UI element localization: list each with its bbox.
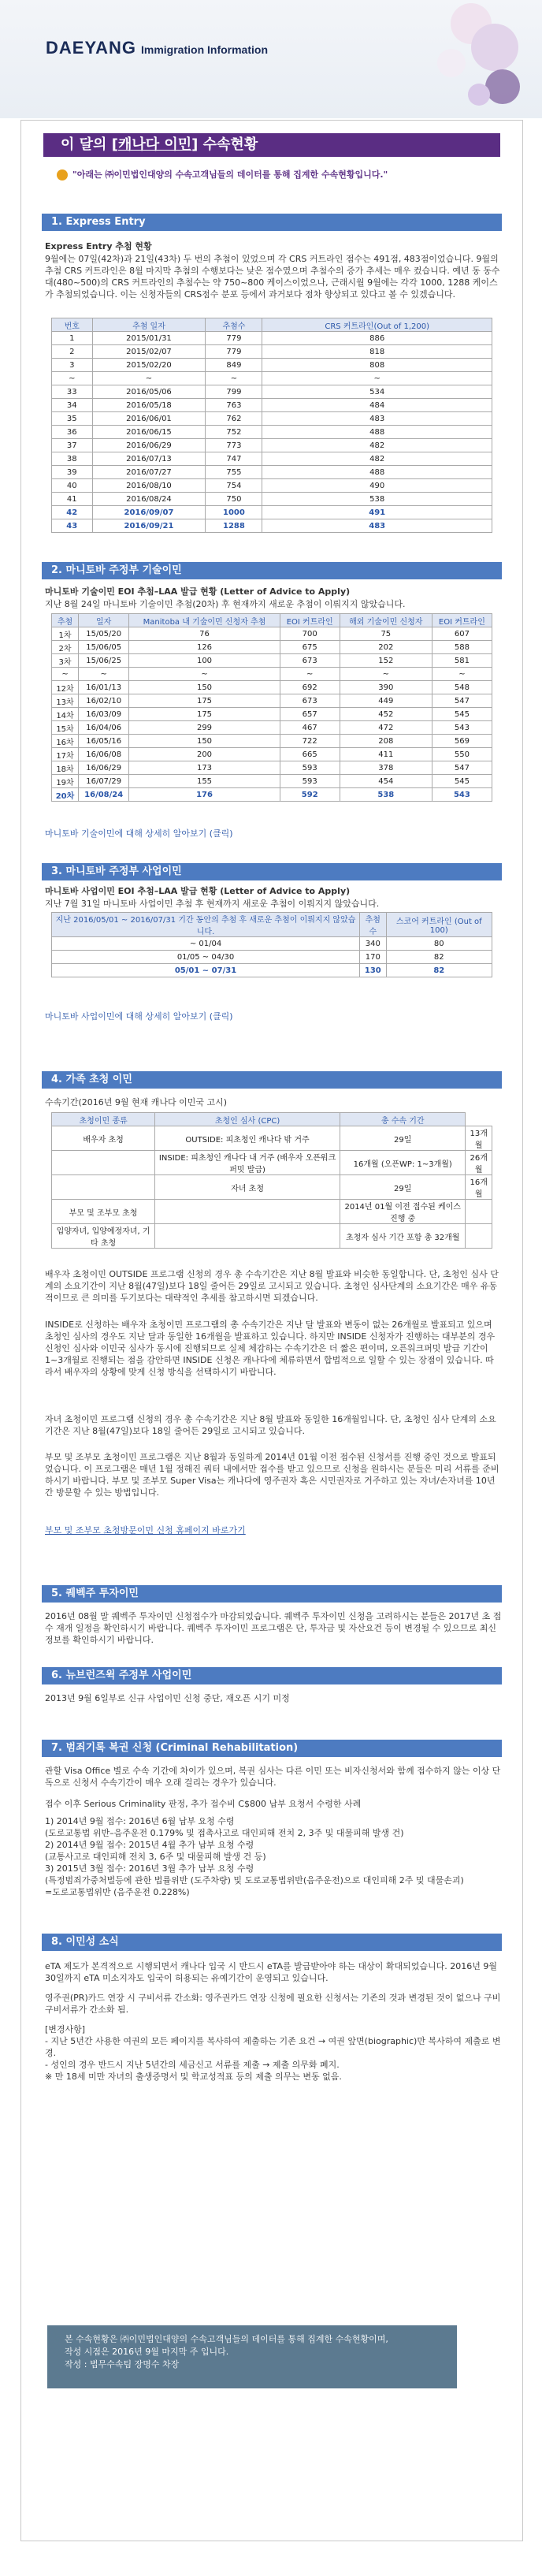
table-cell: ~ [280, 668, 340, 681]
table-cell: 747 [206, 452, 262, 466]
table-cell: 818 [262, 345, 492, 359]
table-row [52, 788, 492, 802]
table-cell: 673 [280, 654, 340, 668]
table-row [52, 506, 492, 519]
s7-item: =도로교통법위반 (음주운전 0.228%) [45, 1887, 190, 1897]
footer-line: 작성 : 법무수속팀 장명수 차장 [65, 2359, 180, 2369]
table-cell: 16/06/29 [79, 761, 129, 775]
table-cell: 2016/06/15 [92, 426, 206, 439]
column-header: 초청이민 종류 [52, 1113, 155, 1126]
table-cell: 2 [52, 345, 93, 359]
column-header: EOI 커트라인 [432, 614, 492, 627]
table-cell: 454 [340, 775, 432, 788]
table-cell: 538 [262, 493, 492, 506]
table-row [52, 385, 492, 399]
table-cell [52, 1175, 155, 1200]
s7-item: (도로교통법 위반–음주운전 0.179% 및 접촉사고로 대인피해 전치 2, 3주 및 대물피해 발생 건) [45, 1828, 404, 1838]
column-header: EOI 커트라인 [280, 614, 340, 627]
table-row [52, 399, 492, 412]
table-cell: 299 [129, 721, 280, 735]
table-row [52, 708, 492, 721]
table-cell: 13차 [52, 694, 79, 708]
s7-item: (특정범죄가중처벌등에 관한 법률위반 (도주차량) 및 도로교통법위반(음주운전)으로 대인피해 2주 및 대물손괴) [45, 1875, 464, 1885]
table-cell: 43 [52, 519, 93, 533]
table-cell: 490 [262, 479, 492, 493]
table-cell: OUTSIDE: 피초청인 캐나다 밖 거주 [155, 1126, 340, 1151]
content-frame [20, 120, 523, 2541]
s2-heading: 마니토바 기술이민 EOI 추첨–LAA 발급 현황 (Letter of Advice to Apply) [45, 586, 351, 597]
parents-sponsorship-link[interactable]: 부모 및 조부모 초청방문이민 신청 홈페이지 바로가기 [45, 1525, 246, 1536]
section-quebec-investor: 5. 퀘벡주 투자이민 [42, 1585, 502, 1603]
table-cell: 1288 [206, 519, 262, 533]
table-cell [466, 1200, 492, 1224]
table-cell: 799 [206, 385, 262, 399]
header [0, 0, 542, 118]
table-cell: 482 [262, 452, 492, 466]
express-entry-table [51, 318, 492, 533]
section-manitoba-skilled: 2. 마니토바 주정부 기술이민 [42, 562, 502, 579]
table-cell: 16/06/08 [79, 748, 129, 761]
table-cell: 2016/08/10 [92, 479, 206, 493]
table-cell: ~ 01/04 [52, 937, 360, 951]
table-cell: 452 [340, 708, 432, 721]
table-cell: 38 [52, 452, 93, 466]
table-row [52, 964, 492, 977]
table-cell: 126 [129, 641, 280, 654]
table-cell: 170 [360, 951, 387, 964]
table-cell: 390 [340, 681, 432, 694]
table-row [52, 426, 492, 439]
manitoba-business-link[interactable]: 마니토바 사업이민에 대해 상세히 알아보기 (클릭) [45, 1011, 233, 1022]
table-row [52, 668, 492, 681]
intro-text: "아래는 ㈜이민법인대양의 수속고객님들의 데이터를 통해 집계한 수속현황입니다." [72, 169, 388, 180]
intro-note [57, 168, 388, 181]
table-cell: 550 [432, 748, 492, 761]
column-header: 일자 [79, 614, 129, 627]
table-row [52, 493, 492, 506]
column-header: 해외 기술이민 신청자 [340, 614, 432, 627]
table-cell: 543 [432, 788, 492, 802]
table-cell: INSIDE: 피초청인 캐나다 내 거주 (배우자 오픈워크퍼밋 발급) [155, 1151, 340, 1175]
s8-item: ※ 만 18세 미만 자녀의 출생증명서 및 학교성적표 등의 제출 의무는 변동 없음. [45, 2072, 342, 2082]
s4-paragraph-3: 자녀 초청이민 프로그램 신청의 경우 총 수속기간은 지난 8월 발표와 동일한 16개월입니다. 단, 초청인 심사 단계의 소요기간은 지난 8월(47일)보다 18일 줄어든 29일로 고시되고 있습니다. [45, 1414, 496, 1436]
flower-decoration [377, 0, 526, 118]
table-cell [52, 1151, 155, 1175]
table-cell: ~ [262, 372, 492, 385]
table-cell: 491 [262, 506, 492, 519]
table-cell: 15/05/20 [79, 627, 129, 641]
table-cell: 80 [386, 937, 492, 951]
table-cell: 484 [262, 399, 492, 412]
table-row [52, 1175, 492, 1200]
table-cell: 29일 [340, 1175, 466, 1200]
s7-item: 1) 2014년 9월 접수: 2016년 6월 납부 요청 수령 [45, 1816, 235, 1826]
table-cell: 16/03/09 [79, 708, 129, 721]
table-cell: 20차 [52, 788, 79, 802]
table-cell: 75 [340, 627, 432, 641]
title-prefix: 이 달의 [ [61, 136, 118, 153]
column-header: 지난 2016/05/01 ~ 2016/07/31 기간 동안의 추첨 후 새로운 추첨이 이뤄지지 않았습니다. [52, 913, 360, 937]
table-cell: 14차 [52, 708, 79, 721]
table-cell: 588 [432, 641, 492, 654]
table-cell: 593 [280, 775, 340, 788]
table-cell: 779 [206, 345, 262, 359]
table-cell: 538 [340, 788, 432, 802]
table-cell: 40 [52, 479, 93, 493]
table-cell: 2015/02/07 [92, 345, 206, 359]
table-cell: 초청자 심사 기간 포함 총 32개월 [340, 1224, 466, 1249]
table-cell: 545 [432, 775, 492, 788]
s7-item: (교통사고로 대인피해 전치 3, 6주 및 대물피해 발생 건 등) [45, 1852, 266, 1862]
table-cell: 378 [340, 761, 432, 775]
table-row [52, 775, 492, 788]
table-cell: 488 [262, 466, 492, 479]
table-cell: 472 [340, 721, 432, 735]
table-cell: 692 [280, 681, 340, 694]
table-cell: 16차 [52, 735, 79, 748]
footer-line: 본 수속현황은 ㈜이민법인대양의 수속고객님들의 데이터를 통해 집계한 수속현황이며, [65, 2334, 388, 2344]
table-cell: 665 [280, 748, 340, 761]
table-row [52, 1224, 492, 1249]
table-cell: 1000 [206, 506, 262, 519]
table-cell: 2016/05/18 [92, 399, 206, 412]
s2-paragraph: 지난 8월 24일 마니토바 기술이민 추첨(20차) 후 현재까지 새로운 추첨이 이뤄지지 않았습니다. [45, 599, 406, 609]
column-header: 총 수속 기간 [340, 1113, 466, 1126]
table-cell: 592 [280, 788, 340, 802]
table-row [52, 654, 492, 668]
table-cell: 130 [360, 964, 387, 977]
table-row [52, 641, 492, 654]
table-cell: 37 [52, 439, 93, 452]
family-sponsorship-table [51, 1112, 492, 1249]
table-cell: 593 [280, 761, 340, 775]
table-cell: 755 [206, 466, 262, 479]
table-cell: 150 [129, 735, 280, 748]
table-cell: 200 [129, 748, 280, 761]
table-cell: 808 [262, 359, 492, 372]
table-cell: 488 [262, 426, 492, 439]
table-row [52, 681, 492, 694]
s8-list [45, 2023, 502, 2083]
table-cell: 2016/09/21 [92, 519, 206, 533]
table-cell: 607 [432, 627, 492, 641]
table-row [52, 359, 492, 372]
s1-paragraph: 9월에는 07일(42차)과 21일(43차) 두 번의 추첨이 있었으며 각 CRS 커트라인 점수는 491점, 483점이었습니다. 9월의 추첨 CRS 커트라인은 8월 마지막 추첨의 수행보다는 낮은 점수였으며 추첨수의 증가 추세는 매우 컸습니다. 예년 동 동수대(480~500)의 CRS 커트라인의 추첨수는 약 750~800 케이스이었으나, 근래시월 9월에는 각각 1000, 1288 케이스가 추첨되었습니다. 이는 신청자들의 CRS점수 분포 등에서 과거보다 점차 향상되고 있다고 볼 수 있겠습니다. [45, 254, 500, 300]
table-cell: 886 [262, 332, 492, 345]
column-header: 추첨 [52, 614, 79, 627]
table-row [52, 735, 492, 748]
table-cell: 18차 [52, 761, 79, 775]
table-row [52, 332, 492, 345]
s3-paragraph: 지난 7월 31일 마니토바 사업이민 추첨 후 현재까지 새로운 추첨이 이뤄지지 않았습니다. [45, 899, 380, 909]
table-row [52, 519, 492, 533]
table-cell: 534 [262, 385, 492, 399]
table-row [52, 1200, 492, 1224]
table-row [52, 439, 492, 452]
table-cell: 581 [432, 654, 492, 668]
table-cell: 449 [340, 694, 432, 708]
table-cell: 547 [432, 694, 492, 708]
table-cell: 2015/01/31 [92, 332, 206, 345]
s7-paragraph-1: 관할 Visa Office 별로 수속 기간에 차이가 있으며, 복권 심사는 다른 이민 또는 비자신청서와 함께 접수하지 않는 이상 단독으로 신청서 수속기간이 매우 오래 걸리는 경우가 있습니다. [45, 1766, 501, 1788]
table-cell: 175 [129, 708, 280, 721]
table-cell: 175 [129, 694, 280, 708]
table-cell: 152 [340, 654, 432, 668]
manitoba-business-table [51, 912, 492, 977]
s1-heading: Express Entry 추첨 현황 [45, 241, 152, 251]
table-cell: 700 [280, 627, 340, 641]
s8-paragraph-1: eTA 제도가 본격적으로 시행되면서 캐나다 입국 시 반드시 eTA를 발급받아야 하는 대상이 확대되었습니다. 2016년 9월 30일까지 eTA 미소지자도 입국이 허용되는 유예기간이 운영되고 있습니다. [45, 1961, 498, 1983]
table-header-row [52, 318, 492, 332]
table-cell: 773 [206, 439, 262, 452]
table-cell: 762 [206, 412, 262, 426]
table-cell: 82 [386, 951, 492, 964]
table-cell: 340 [360, 937, 387, 951]
s6-paragraph: 2013년 9월 6일부로 신규 사업이민 신청 중단, 재오픈 시기 미정 [45, 1693, 290, 1703]
table-row [52, 951, 492, 964]
table-row [52, 466, 492, 479]
table-cell: 29일 [340, 1126, 466, 1151]
s8-item: - 성인의 경우 반드시 지난 5년간의 세금신고 서류를 제출 → 제출 의무화 폐지. [45, 2060, 340, 2070]
table-cell: 42 [52, 506, 93, 519]
table-cell: 3 [52, 359, 93, 372]
s5-paragraph: 2016년 08월 말 퀘벡주 투자이민 신청접수가 마감되었습니다. 퀘벡주 투자이민 신청을 고려하시는 분들은 2017년 초 접수 재개 일정을 확인하시기 바랍니다. 퀘벡주 투자이민 프로그램은 단, 투자금 및 자산요건 등이 변경될 수 있으므로 최신 정보를 확인하시기 바랍니다. [45, 1611, 502, 1645]
s4-paragraph-2: INSIDE로 신청하는 배우자 초청이민 프로그램의 총 수속기간은 지난 달 발표와 변동이 없는 26개월로 발표되고 있으며 초청인 심사의 경우도 지난 달과 동일한 16개월을 발표하고 있습니다. 하지만 INSIDE 신청자가 진행하는 대부분의 경우 신청인 심사와 이민국 심사가 동시에 진행되므로 실제 체감하는 수속기간은 더 짧은 편이며, 오픈워크퍼밋 발급 기간이 1~3개월로 진행되는 점을 감안하면 INSIDE 신청은 캐나다에 체류하면서 합법적으로 일할 수 있는 장점이 있습니다. 따라서 배우자의 상황에 맞게 신청 방식을 선택하시기 바랍니다. [45, 1320, 496, 1377]
table-cell: 2014년 01월 이전 접수된 케이스 진행 중 [340, 1200, 466, 1224]
table-cell: 208 [340, 735, 432, 748]
table-cell: 752 [206, 426, 262, 439]
table-cell: 17차 [52, 748, 79, 761]
table-cell: 35 [52, 412, 93, 426]
table-cell [155, 1200, 340, 1224]
column-header: 스코어 커트라인 (Out of 100) [386, 913, 492, 937]
table-cell: 16/04/06 [79, 721, 129, 735]
table-cell: 16/07/29 [79, 775, 129, 788]
s4-paragraph-4: 부모 및 조부모 초청이민 프로그램은 지난 8월과 동일하게 2014년 01월 이전 접수된 신청서를 진행 중인 것으로 발표되었습니다. 이 프로그램은 매년 1월 정해진 쿼터 내에서만 접수를 받고 있으므로 신청을 원하시는 분들은 미리 서류를 준비하시기 바랍니다. 부모 및 조부모 Super Visa는 캐나다에 영주권자 혹은 시민권자로 거주하고 있는 자녀/손자녀를 10년간 방문할 수 있는 방법입니다. [45, 1452, 499, 1498]
table-cell: 19차 [52, 775, 79, 788]
table-cell: 482 [262, 439, 492, 452]
section-immigration-news: 8. 이민성 소식 [42, 1934, 502, 1951]
title-suffix: ] 수속현황 [191, 136, 258, 153]
table-cell: 2015/02/20 [92, 359, 206, 372]
table-cell: ~ [79, 668, 129, 681]
table-cell: 76 [129, 627, 280, 641]
s7-item: 2) 2014년 9월 접수: 2015년 4월 추가 납부 요청 수령 [45, 1840, 254, 1850]
s8-item: - 지난 5년간 사용한 여권의 모든 페이지를 복사하여 제출하는 기존 요건 → 여권 앞면(biographic)만 복사하여 제출로 변경. [45, 2036, 501, 2058]
table-row [52, 1126, 492, 1151]
table-cell: 483 [262, 412, 492, 426]
table-cell: 657 [280, 708, 340, 721]
table-header-row [52, 614, 492, 627]
table-cell: 569 [432, 735, 492, 748]
section-express-entry: 1. Express Entry [42, 214, 502, 231]
manitoba-skilled-table [51, 613, 492, 802]
column-header: 추첨 일자 [92, 318, 206, 332]
table-cell: 763 [206, 399, 262, 412]
section-new-brunswick: 6. 뉴브런즈윅 주정부 사업이민 [42, 1667, 502, 1684]
table-row [52, 937, 492, 951]
table-row [52, 694, 492, 708]
s7-item: 3) 2015년 3월 접수: 2016년 3월 추가 납부 요청 수령 [45, 1863, 254, 1874]
table-header-row [52, 1113, 492, 1126]
table-cell: 배우자 초청 [52, 1126, 155, 1151]
section-manitoba-business: 3. 마니토바 주정부 사업이민 [42, 863, 502, 880]
table-cell: 13개월 [466, 1126, 492, 1151]
table-cell: ~ [92, 372, 206, 385]
column-header: 번호 [52, 318, 93, 332]
table-cell: 779 [206, 332, 262, 345]
table-row [52, 345, 492, 359]
table-cell: 자녀 초청 [155, 1175, 340, 1200]
table-row [52, 1151, 492, 1175]
table-cell: 2016/05/06 [92, 385, 206, 399]
table-cell: 1 [52, 332, 93, 345]
s3-heading: 마니토바 사업이민 EOI 추첨–LAA 발급 현황 (Letter of Advice to Apply) [45, 886, 351, 896]
table-cell: 675 [280, 641, 340, 654]
table-cell: 16개월 [466, 1175, 492, 1200]
table-cell: ~ [206, 372, 262, 385]
table-cell: 15차 [52, 721, 79, 735]
column-header: CRS 커트라인(Out of 1,200) [262, 318, 492, 332]
brand-subtitle: Immigration Information [141, 43, 268, 56]
table-row [52, 372, 492, 385]
table-row [52, 721, 492, 735]
column-header: Manitoba 내 기술이민 신청자 추첨 [129, 614, 280, 627]
table-cell: 39 [52, 466, 93, 479]
s8-paragraph-2: 영주권(PR)카드 연장 시 구비서류 간소화: 영주권카드 연장 신청에 필요한 신청서는 기존의 것과 변경된 것이 없으나 구비 구비서류가 간소화 됨. [45, 1993, 501, 2015]
table-cell: 16개월 (오픈WP: 1~3개월) [340, 1151, 466, 1175]
table-cell: 12차 [52, 681, 79, 694]
table-cell: 548 [432, 681, 492, 694]
column-header: 추첨수 [206, 318, 262, 332]
table-row [52, 627, 492, 641]
table-cell: ~ [340, 668, 432, 681]
s4-paragraph-1: 배우자 초청이민 OUTSIDE 프로그램 신청의 경우 총 수속기간은 지난 8월 발표와 비슷한 동일합니다. 단, 초청인 심사 단계의 소요기간이 지난 8월(47일)보다 18일 줄어든 29일로 고시되고 있습니다. 초청인 심사단계의 소요기간은 매우 유동적이므로 큰 의미를 두기보다는 대략적인 추세를 참고하시면 되겠습니다. [45, 1269, 499, 1303]
table-cell: 673 [280, 694, 340, 708]
table-cell: 547 [432, 761, 492, 775]
table-cell: 33 [52, 385, 93, 399]
table-cell: 16/02/10 [79, 694, 129, 708]
table-cell: 150 [129, 681, 280, 694]
footer-line: 작성 시점은 2016년 9월 마지막 주 입니다. [65, 2347, 229, 2357]
table-row [52, 452, 492, 466]
table-cell: 26개월 [466, 1151, 492, 1175]
table-cell: 부모 및 조부모 초청 [52, 1200, 155, 1224]
s7-paragraph-2: 접수 이후 Serious Criminality 판정, 추가 접수비 C$800 납부 요청서 수령한 사례 [45, 1799, 362, 1809]
logo [46, 38, 268, 58]
table-cell: 545 [432, 708, 492, 721]
brand-name: DAEYANG [46, 38, 136, 58]
column-header: 초청인 심사 (CPC) [155, 1113, 340, 1126]
table-cell: 16/01/13 [79, 681, 129, 694]
table-cell: 100 [129, 654, 280, 668]
table-cell: 750 [206, 493, 262, 506]
table-cell: 36 [52, 426, 93, 439]
table-cell: 2016/07/13 [92, 452, 206, 466]
table-cell: ~ [432, 668, 492, 681]
bullet-icon [57, 169, 68, 181]
s4-heading: 수속기간(2016년 9월 현재 캐나다 이민국 고시) [45, 1097, 228, 1107]
table-cell: 2016/08/24 [92, 493, 206, 506]
table-row [52, 748, 492, 761]
table-cell: 722 [280, 735, 340, 748]
table-cell: 입양자녀, 입양예정자녀, 기타 초청 [52, 1224, 155, 1249]
table-row [52, 412, 492, 426]
table-cell: ~ [52, 372, 93, 385]
table-cell: 754 [206, 479, 262, 493]
s8-item: [변경사항] [45, 2024, 86, 2034]
table-cell [466, 1224, 492, 1249]
table-cell: 2016/06/29 [92, 439, 206, 452]
table-cell: 202 [340, 641, 432, 654]
table-cell: 41 [52, 493, 93, 506]
s7-list [45, 1815, 502, 1898]
table-cell: 82 [386, 964, 492, 977]
manitoba-skilled-link[interactable]: 마니토바 기술이민에 대해 상세히 알아보기 (클릭) [45, 828, 233, 839]
table-cell: 2016/09/07 [92, 506, 206, 519]
table-cell: 16/08/24 [79, 788, 129, 802]
table-cell: 483 [262, 519, 492, 533]
table-cell: 176 [129, 788, 280, 802]
table-cell: 15/06/25 [79, 654, 129, 668]
table-cell: 34 [52, 399, 93, 412]
table-cell: 849 [206, 359, 262, 372]
table-cell: 1차 [52, 627, 79, 641]
footer-note [47, 2325, 457, 2388]
table-cell: ~ [52, 668, 79, 681]
title-highlight: 캐나다 이민 [117, 136, 192, 153]
table-cell: 155 [129, 775, 280, 788]
section-family-sponsorship: 4. 가족 초청 이민 [42, 1071, 502, 1089]
table-cell: 15/06/05 [79, 641, 129, 654]
table-cell: 05/01 ~ 07/31 [52, 964, 360, 977]
table-cell: 467 [280, 721, 340, 735]
page-title [43, 133, 500, 157]
table-cell: 2차 [52, 641, 79, 654]
table-cell: 2016/07/27 [92, 466, 206, 479]
table-header-row [52, 913, 492, 937]
table-cell: 3차 [52, 654, 79, 668]
table-row [52, 761, 492, 775]
table-cell: 543 [432, 721, 492, 735]
table-cell: 01/05 ~ 04/30 [52, 951, 360, 964]
table-cell: 2016/06/01 [92, 412, 206, 426]
column-header: 추첨수 [360, 913, 387, 937]
section-criminal-rehabilitation: 7. 범죄기록 복권 신청 (Criminal Rehabilitation) [42, 1740, 502, 1757]
table-cell: ~ [129, 668, 280, 681]
table-cell: 16/05/16 [79, 735, 129, 748]
table-cell: 173 [129, 761, 280, 775]
table-row [52, 479, 492, 493]
table-cell [155, 1224, 340, 1249]
table-cell: 411 [340, 748, 432, 761]
